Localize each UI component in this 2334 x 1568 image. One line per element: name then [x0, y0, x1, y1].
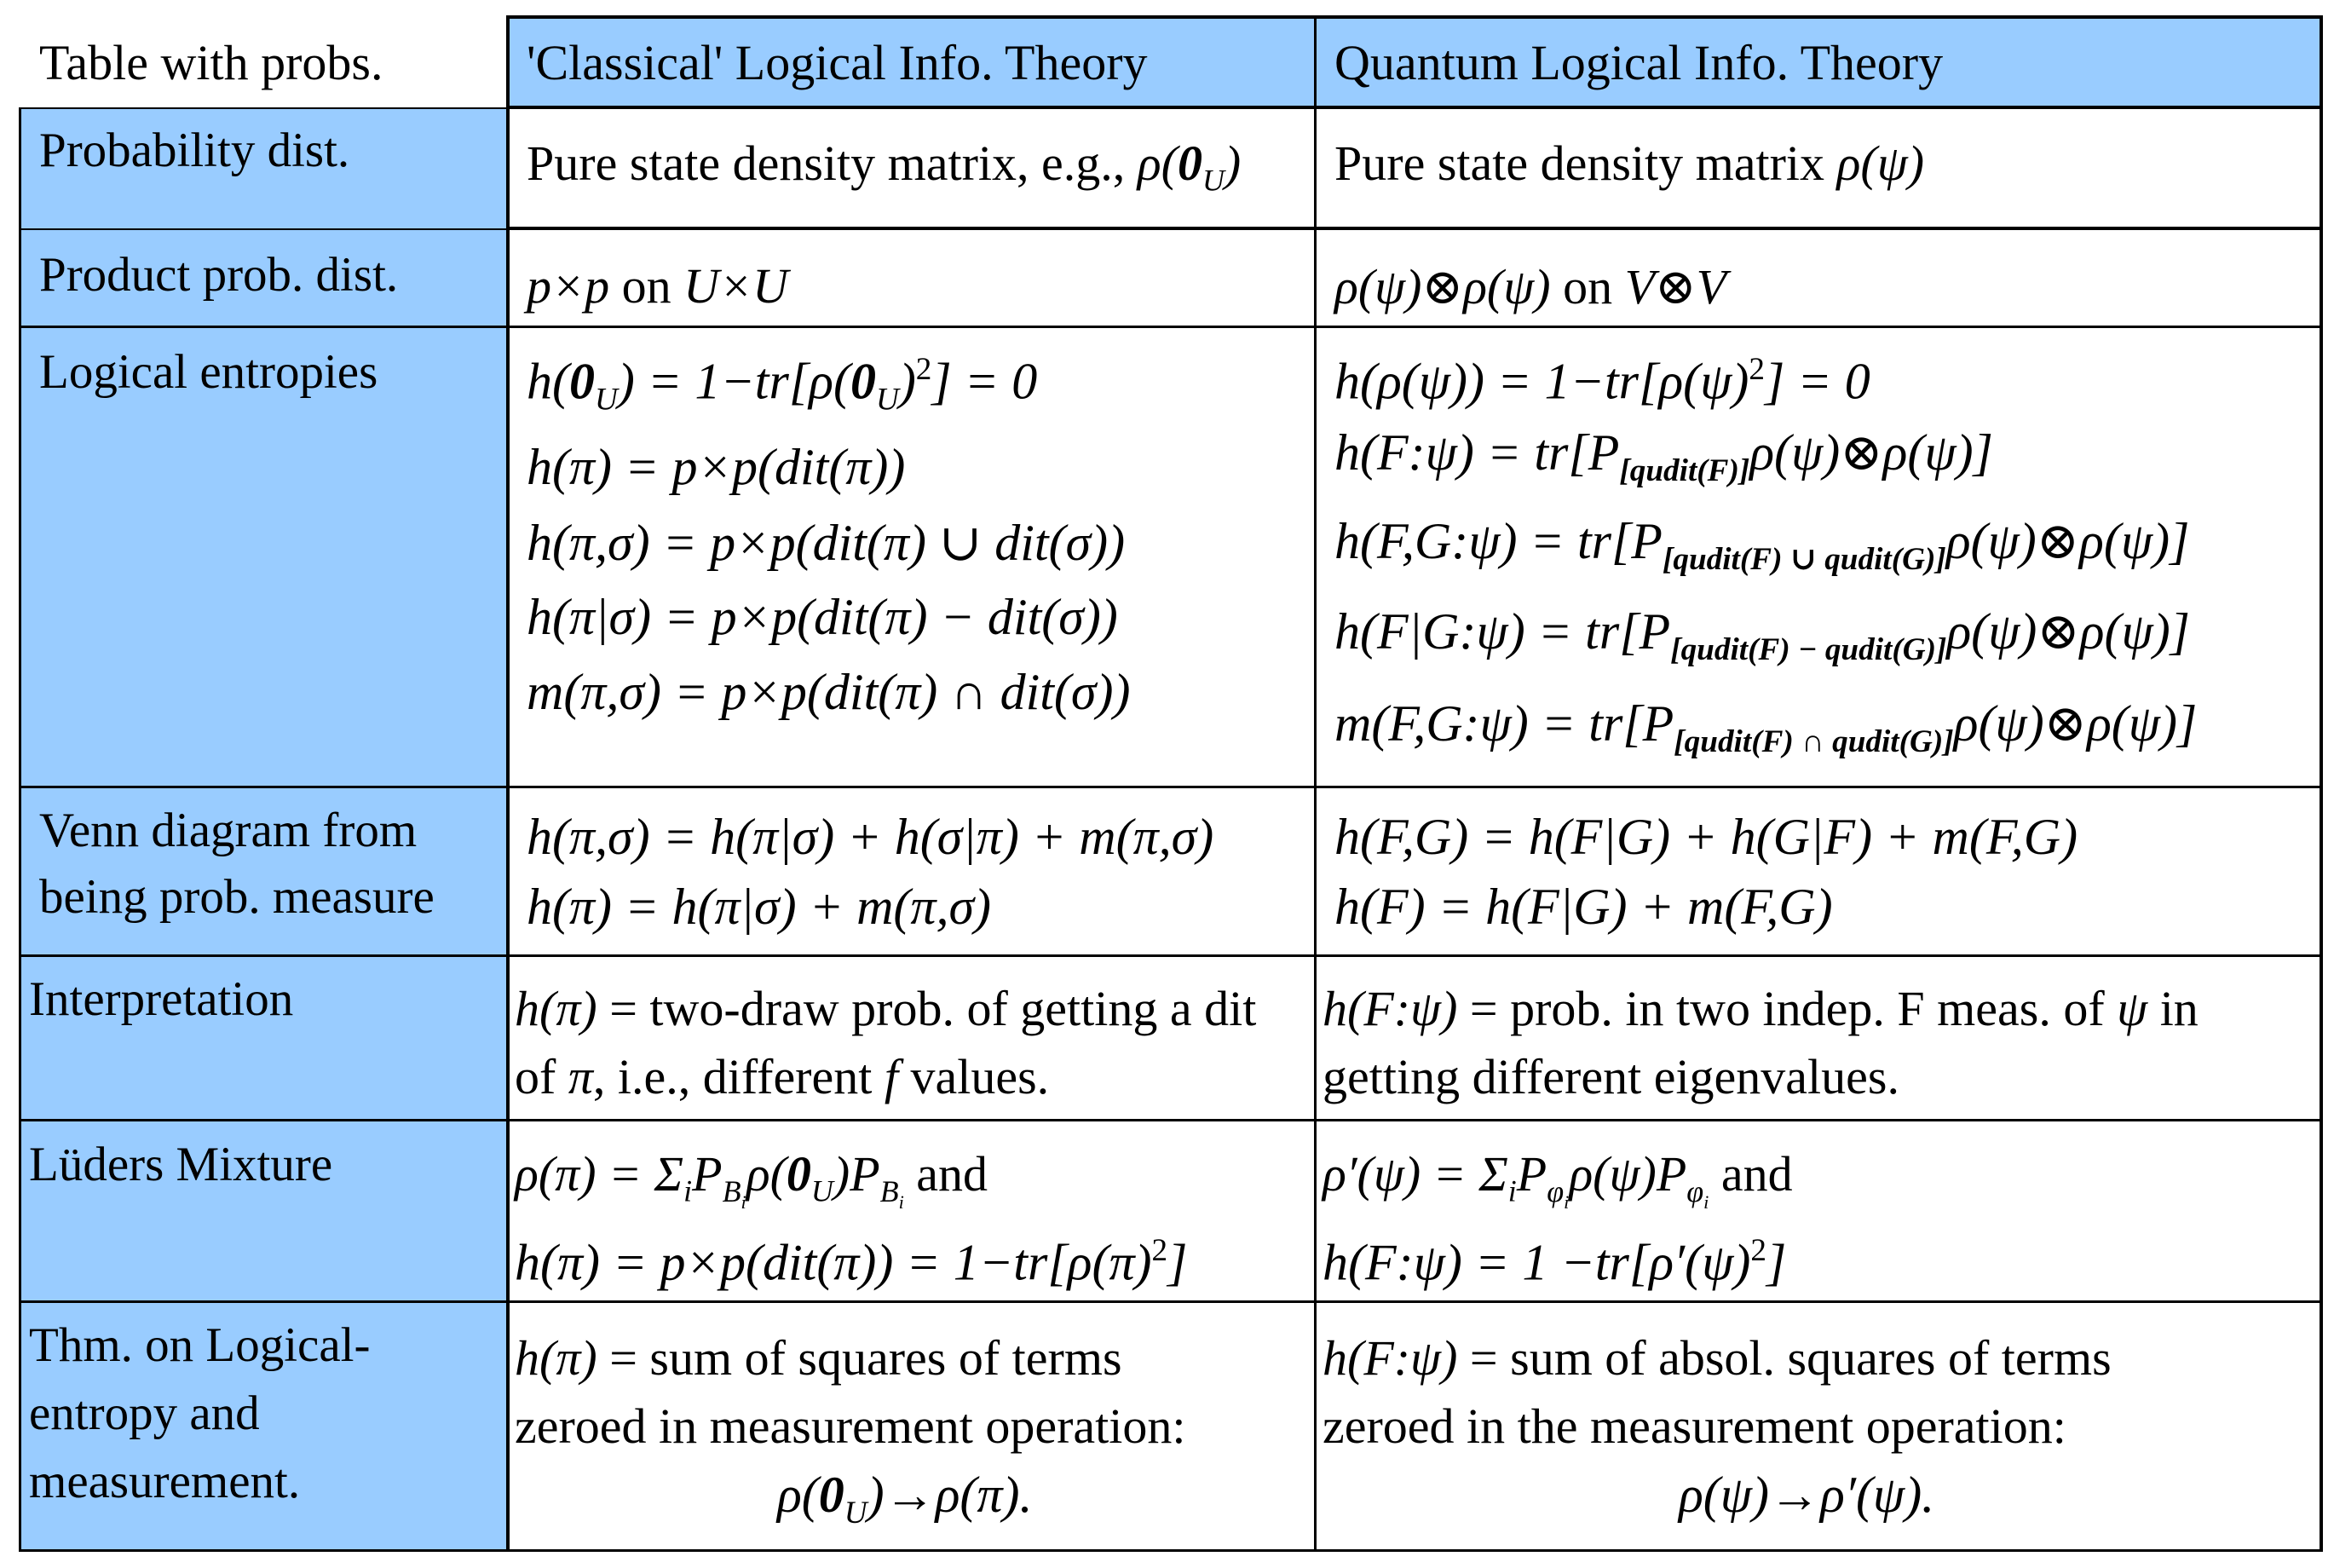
entropy-classical-eq2: h(π) = p×p(dit(π)): [527, 439, 906, 495]
interp-quantum-line1: [1323, 980, 2199, 1037]
entropy-quantum-eq2-a: h(F:ψ) = tr[P: [1334, 424, 1620, 481]
col-divider-1: [506, 15, 510, 1551]
luders-classical-line2: $h(\pi) = p\times p(dit(\pi)) = 1-tr[\rho(\pi)^2]$: [515, 1233, 1188, 1291]
product-classical-a: p×p: [527, 258, 610, 314]
thm-classical-line2: zeroed in measurement operation:: [515, 1398, 1186, 1454]
interp-classical-of: of: [515, 1049, 568, 1104]
product-classical-cell: [527, 257, 788, 314]
row-label-thm-2: entropy and: [29, 1386, 260, 1440]
luders-classical-formula: $\rho(\pi) = \Sigma_iP_{B_i}\rho(0_U)P_{B_i}$: [515, 1146, 904, 1213]
interp-quantum-in: in: [2147, 981, 2199, 1036]
row-label-luders: Lüders Mixture: [29, 1138, 333, 1191]
luders-quantum-and: and: [1709, 1146, 1793, 1202]
thm-quantum-rest: = sum of absol. squares of terms: [1457, 1330, 2112, 1386]
row-label-product: Product prob. dist.: [39, 248, 399, 302]
prob-quantum-formula: ρ(ψ): [1836, 135, 1925, 191]
entropy-quantum-eq5-a: m(F,G:ψ) = tr[P: [1334, 695, 1674, 752]
entropy-classical-eq1-mid: = 1−tr[ρ(: [634, 353, 850, 410]
row-label-entropies: Logical entropies: [39, 345, 378, 399]
product-quantum-cell: [1334, 257, 1726, 315]
interp-classical-line2: [515, 1048, 1049, 1105]
prob-classical-formula: $\rho(0_U)$: [1137, 135, 1242, 198]
prob-quantum-text: Pure state density matrix: [1334, 135, 1837, 191]
luders-quantum-eq2-a: h(F:ψ) = 1 −tr[ρ′(ψ): [1323, 1234, 1751, 1291]
thm-classical-eq: $\rho(0_U)\to\rho(\pi)$.: [777, 1467, 1033, 1531]
entropy-quantum-eq2: [1334, 423, 1993, 489]
entropy-classical-eq1: $h(0_U) = 1-tr[\rho(0_U)^2] = 0$: [527, 352, 1038, 418]
thm-classical-rest: = sum of squares of terms: [596, 1330, 1122, 1386]
prob-classical-text: Pure state density matrix, e.g.,: [527, 135, 1138, 191]
entropy-quantum-eq5-b: ρ(ψ)⊗ρ(ψ)]: [1953, 695, 2198, 752]
row-label-venn-1: Venn diagram from: [39, 804, 418, 857]
border-left: [19, 107, 21, 1551]
entropy-classical-eq3: h(π,σ) = p×p(dit(π) ∪ dit(σ)): [527, 515, 1126, 571]
product-quantum-on: on: [1550, 259, 1625, 314]
interp-quantum-rest: = prob. in two indep. F meas. of: [1457, 981, 2118, 1036]
border-bottom: [19, 1549, 2323, 1552]
entropy-classical-eq4: h(π|σ) = p×p(dit(π) − dit(σ)): [527, 589, 1118, 645]
luders-quantum-formula: $\rho'(\psi) = \Sigma_iP_{\varphi_i}\rho(\psi)P_{\varphi_i}$: [1323, 1146, 1709, 1213]
entropy-quantum-eq1-a: h(ρ(ψ)) = 1−tr[ρ(ψ): [1334, 353, 1749, 410]
entropy-quantum-eq1-b: ] = 0: [1764, 353, 1870, 410]
interp-classical-end: values.: [897, 1049, 1050, 1104]
luders-classical-line1: [515, 1145, 988, 1213]
entropy-quantum-eq5: [1334, 694, 2197, 760]
header-quantum: Quantum Logical Info. Theory: [1334, 35, 1944, 90]
row-label-probability: Probability dist.: [39, 124, 350, 177]
entropy-quantum-eq4: [1334, 602, 2190, 668]
interp-quantum-psi: ψ: [2117, 981, 2148, 1036]
interp-classical-mid: , i.e., different: [592, 1049, 885, 1104]
luders-classical-eq2-b: ]: [1167, 1234, 1188, 1291]
interp-classical-line1: [515, 980, 1256, 1037]
row-label-thm-3: measurement.: [29, 1455, 301, 1508]
row-divider-4: [19, 954, 2323, 957]
row-divider-2: [19, 326, 2323, 328]
border-header-bottom: [508, 106, 2323, 109]
row-label-thm-1: Thm. on Logical-: [29, 1318, 371, 1372]
row-divider-5: [19, 1119, 2323, 1121]
prob-classical-cell: [527, 135, 1241, 199]
thm-quantum-formula: h(F:ψ): [1323, 1330, 1458, 1386]
col-divider-2: [1314, 15, 1317, 1551]
thm-quantum-line2: zeroed in the measurement operation:: [1323, 1398, 2066, 1454]
entropy-quantum-eq4-sub: [qudit(F) − qudit(G)]: [1670, 632, 1947, 668]
entropy-quantum-eq5-sub: [qudit(F) ∩ qudit(G)]: [1674, 724, 1954, 760]
venn-quantum-eq1: h(F,G) = h(F|G) + h(G|F) + m(F,G): [1334, 809, 2078, 865]
thm-classical-line1: [515, 1329, 1122, 1386]
thm-quantum-eq: ρ(ψ)→ρ′(ψ).: [1679, 1467, 1935, 1523]
venn-classical-eq2: h(π) = h(π|σ) + m(π,σ): [527, 879, 992, 935]
row-label-interpretation: Interpretation: [29, 972, 294, 1026]
product-quantum-b: V⊗V: [1624, 259, 1727, 314]
entropy-quantum-eq4-b: ρ(ψ)⊗ρ(ψ)]: [1946, 603, 2191, 660]
entropy-quantum-eq2-b: ρ(ψ)⊗ρ(ψ)]: [1749, 424, 1993, 481]
border-top: [508, 15, 2323, 19]
entropy-quantum-eq3-a: h(F,G:ψ) = tr[P: [1334, 513, 1663, 569]
product-classical-on: on: [609, 258, 684, 314]
thm-quantum-line1: [1323, 1329, 2112, 1386]
entropy-quantum-eq3-b: ρ(ψ)⊗ρ(ψ)]: [1945, 513, 2190, 569]
venn-classical-eq1: h(π,σ) = h(π|σ) + h(σ|π) + m(π,σ): [527, 809, 1214, 865]
luders-quantum-line2: h(F:ψ) = $1 -tr[\rho'(\psi)^2]$: [1323, 1233, 1787, 1291]
entropy-classical-eq5: m(π,σ) = p×p(dit(π) ∩ dit(σ)): [527, 664, 1131, 720]
thm-classical-formula: h(π): [515, 1330, 597, 1386]
entropy-quantum-eq3-sub: [qudit(F) ∪ qudit(G)]: [1662, 542, 1946, 578]
row-divider-6: [19, 1300, 2323, 1303]
border-right: [2320, 15, 2323, 1551]
prob-quantum-cell: [1334, 135, 1924, 192]
product-quantum-a: ρ(ψ)⊗ρ(ψ): [1334, 259, 1551, 314]
row-label-venn-2: being prob. measure: [39, 870, 435, 924]
entropy-quantum-eq3: [1334, 511, 2189, 578]
entropy-quantum-eq1: $h(\rho(\psi)) = 1-tr[\rho(\psi)^2] = 0$: [1334, 352, 1870, 410]
entropy-quantum-eq4-a: h(F|G:ψ) = tr[P: [1334, 603, 1671, 660]
header-classical: 'Classical' Logical Info. Theory: [527, 35, 1148, 90]
row-divider-3: [19, 786, 2323, 788]
interp-classical-formula: h(π): [515, 981, 597, 1036]
border-label-top: [19, 107, 508, 109]
product-classical-b: U×U: [683, 258, 789, 314]
entropy-quantum-eq2-sub: [qudit(F)]: [1619, 453, 1750, 489]
interp-classical-f: f: [884, 1049, 898, 1104]
luders-classical-eq2-a: h(π) = p×p(dit(π)) = 1−tr[ρ(π): [515, 1234, 1152, 1291]
row-divider-1b: [508, 227, 2323, 230]
corner-title: Table with probs.: [39, 35, 383, 90]
interp-classical-pi: π: [568, 1049, 593, 1104]
interp-classical-rest: = two-draw prob. of getting a dit: [596, 981, 1257, 1036]
row-divider-1: [19, 228, 508, 230]
luders-quantum-eq2-b: ]: [1766, 1234, 1787, 1291]
venn-quantum-eq2: h(F) = h(F|G) + m(F,G): [1334, 879, 1833, 935]
luders-quantum-line1: [1323, 1145, 1793, 1213]
interp-quantum-line2: getting different eigenvalues.: [1323, 1049, 1899, 1104]
interp-quantum-formula: h(F:ψ): [1323, 981, 1458, 1036]
luders-classical-and: and: [903, 1146, 988, 1202]
